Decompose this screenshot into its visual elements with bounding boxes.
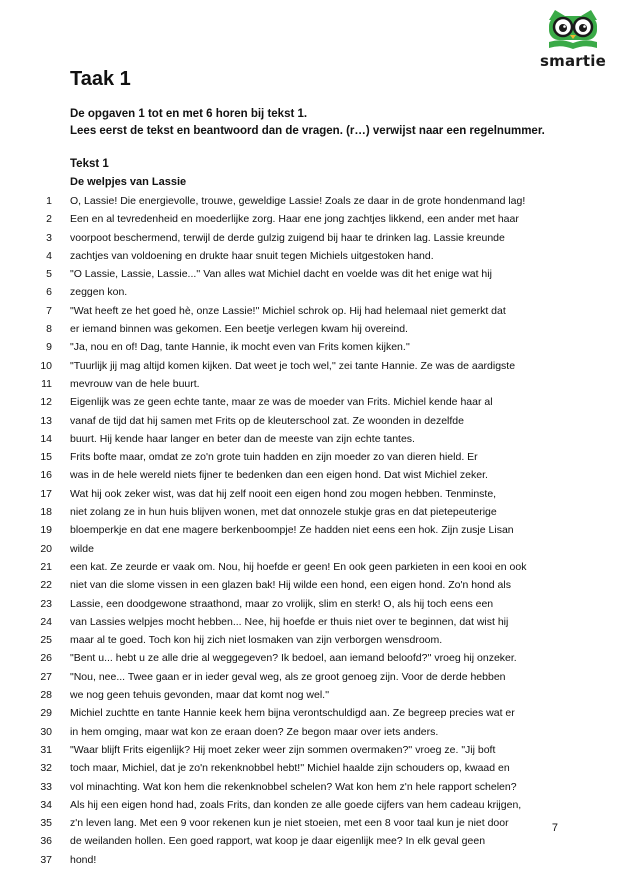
line-number: 10 [40, 359, 52, 372]
line-text: maar al te goed. Toch kon hij zich niet losmaken van zijn verborgen wensdroom. [70, 634, 443, 647]
text-line [0, 320, 618, 338]
page-number: 7 [551, 822, 558, 834]
instruction-line: De opgaven 1 tot en met 6 horen bij tekst 1. [70, 108, 308, 120]
line-number: 15 [40, 451, 52, 464]
line-text: Wat hij ook zeker wist, was dat hij zelf nooit een eigen hond zou mogen hebben. Tenminste, [70, 487, 497, 500]
line-text: zeggen kon. [70, 286, 128, 299]
line-number: 7 [46, 304, 52, 317]
text-line [0, 466, 618, 484]
line-text: "Nou, nee... Twee gaan er in ieder geval weg, als ze groot genoeg zijn. Voor de derde hebben [70, 670, 506, 683]
line-number: 5 [46, 268, 52, 281]
line-number: 11 [41, 377, 52, 390]
line-number: 36 [40, 835, 52, 848]
text-line [0, 338, 618, 356]
text-line [0, 832, 618, 850]
text-line [0, 430, 618, 448]
line-text: we nog geen tehuis gevonden, maar dat komt nog wel.'' [70, 689, 330, 702]
line-text: er iemand binnen was gekomen. Een beetje verlegen kwam hij overeind. [70, 323, 408, 336]
line-number: 13 [40, 414, 52, 427]
line-number: 21 [40, 560, 52, 573]
line-text: niet van die slome vissen in een glazen bak! Hij wilde een hond, een eigen hond. Zo'n hond als [70, 579, 511, 592]
line-text: Frits bofte maar, omdat ze zo'n grote tuin hadden en zijn moeder zo van dieren hield. Er [70, 451, 478, 464]
text-line [0, 210, 618, 228]
text-line [0, 704, 618, 722]
line-number: 25 [40, 634, 52, 647]
text-line [0, 412, 618, 430]
line-number: 37 [40, 853, 52, 866]
text-line [0, 796, 618, 814]
text-line [0, 649, 618, 667]
instruction-line: Lees eerst de tekst en beantwoord dan de vragen. (r…) verwijst naar een regelnummer. [70, 125, 545, 137]
line-number: 29 [40, 707, 52, 720]
text-line [0, 521, 618, 539]
logo-text: smartie [540, 52, 606, 70]
text-line [0, 448, 618, 466]
text-line [0, 576, 618, 594]
line-number: 16 [40, 469, 52, 482]
line-number: 35 [40, 817, 52, 830]
text-line [0, 283, 618, 301]
line-text: zachtjes van voldoening en drukte haar snuit tegen Michiels uitgestoken hand. [70, 249, 434, 262]
line-text: "Waar blijft Frits eigenlijk? Hij moet zeker weer zijn sommen overmaken?'' vroeg ze. "Jij boft [70, 743, 496, 756]
line-text: Als hij een eigen hond had, zoals Frits, dan konden ze alle goede cijfers van hem cadeau krijgen, [70, 798, 522, 811]
text-line [0, 723, 618, 741]
line-number: 3 [46, 231, 52, 244]
line-number: 34 [40, 798, 52, 811]
line-text: vol minachting. Wat kon hem die rekenknobbel schelen? Wat kon hem z'n hele rapport schelen? [70, 780, 517, 793]
line-text: buurt. Hij kende haar langer en beter dan de meeste van zijn echte tantes. [70, 432, 415, 445]
line-number: 9 [46, 341, 52, 354]
line-number: 1 [46, 195, 52, 207]
line-text: was in de hele wereld niets fijner te bedenken dan een eigen hond. Dat wist Michiel zeker. [70, 469, 488, 482]
line-number: 30 [40, 725, 52, 738]
line-number: 6 [46, 286, 52, 299]
line-number: 24 [40, 615, 52, 628]
text-line [0, 393, 618, 411]
text-label: Tekst 1 [70, 158, 109, 170]
text-line [0, 265, 618, 283]
line-number: 22 [40, 579, 52, 592]
text-line [0, 778, 618, 796]
line-text: "Tuurlijk jij mag altijd komen kijken. Dat weet je toch wel,'' zei tante Hannie. Ze was de aardigste [70, 359, 516, 372]
text-line [0, 613, 618, 631]
text-line [0, 686, 618, 704]
line-text: bloemperkje en dat ene magere berkenboompje! Ze hadden niet eens een hok. Zijn zusje Lisan [70, 524, 514, 537]
line-text: O, Lassie! Die energievolle, trouwe, geweldige Lassie! Zoals ze daar in de grote hondenmand lag! [70, 195, 526, 207]
line-text: voorpoot beschermend, terwijl de derde gulzig zuigend bij haar te drinken lag. Lassie kreunde [70, 231, 505, 244]
text-title: De welpjes van Lassie [70, 176, 187, 188]
line-number: 32 [40, 762, 52, 775]
text-line [0, 668, 618, 686]
line-number: 33 [40, 780, 52, 793]
line-text: Lassie, een doodgewone straathond, maar zo vrolijk, slim en sterk! O, als hij toch eens een [70, 597, 494, 610]
line-text: niet zolang ze in hun huis blijven wonen, met dat onnozele stukje gras en dat pietepeuterige [70, 506, 497, 519]
line-text: wilde [70, 542, 94, 555]
line-text: van Lassies welpjes mocht hebben... Nee, hij hoefde er thuis niet over te beginnen, dat wist hij [70, 615, 509, 628]
line-number: 14 [40, 432, 52, 445]
text-line [0, 229, 618, 247]
line-text: Michiel zuchtte en tante Hannie keek hem bijna verontschuldigd aan. Ze begreep precies wat er [70, 707, 515, 720]
text-line [0, 357, 618, 375]
line-text: een kat. Ze zeurde er vaak om. Nou, hij hoefde er geen! En ook geen parkieten in een kooi en ook [70, 560, 527, 573]
page-title: Taak 1 [70, 68, 131, 90]
line-number: 19 [40, 524, 52, 537]
text-line [0, 485, 618, 503]
line-text: vanaf de tijd dat hij samen met Frits op de kleuterschool zat. Ze woonden in dezelfde [70, 414, 464, 427]
text-line [0, 540, 618, 558]
line-text: z'n leven lang. Met een 9 voor rekenen kun je niet stoeien, met een 8 voor taal kun je niet door [70, 817, 509, 830]
line-text: in hem omging, maar wat kon ze eraan doen? Ze begon maar over iets anders. [70, 725, 439, 738]
line-number: 4 [46, 249, 52, 262]
line-text: Een en al tevredenheid en moederlijke zorg. Haar ene jong zachtjes likkend, een ander met haar [70, 213, 519, 226]
line-text: hond! [70, 853, 97, 866]
text-line [0, 247, 618, 265]
numbered-text [0, 192, 618, 869]
text-line [0, 741, 618, 759]
line-number: 28 [40, 689, 52, 702]
text-line [0, 302, 618, 320]
text-line [0, 192, 618, 210]
text-line [0, 814, 618, 832]
smartie-logo [535, 6, 611, 72]
line-number: 23 [40, 597, 52, 610]
line-number: 12 [40, 396, 52, 409]
line-text: Eigenlijk was ze geen echte tante, maar ze was de moeder van Frits. Michiel kende haar al [70, 396, 493, 409]
line-number: 31 [40, 743, 52, 756]
instructions [70, 106, 545, 140]
text-line [0, 558, 618, 576]
line-number: 18 [40, 506, 52, 519]
owl-icon [535, 6, 611, 52]
text-line [0, 631, 618, 649]
text-line [0, 595, 618, 613]
text-line [0, 503, 618, 521]
line-number: 17 [40, 487, 52, 500]
line-number: 26 [40, 652, 52, 665]
line-text: mevrouw van de hele buurt. [70, 377, 200, 390]
text-line [0, 375, 618, 393]
line-text: "O Lassie, Lassie, Lassie...'' Van alles wat Michiel dacht en voelde was dit het enige wat hij [70, 268, 492, 281]
line-number: 27 [40, 670, 52, 683]
line-number: 20 [40, 542, 52, 555]
line-text: "Wat heeft ze het goed hè, onze Lassie!'' Michiel schrok op. Hij had helemaal niet gemerkt dat [70, 304, 506, 317]
line-text: "Ja, nou en of! Dag, tante Hannie, ik mocht even van Frits komen kijken.'' [70, 341, 410, 354]
line-text: de weilanden hollen. Een goed rapport, wat koop je daar eigenlijk mee? In elk geval geen [70, 835, 486, 848]
line-text: toch maar, Michiel, dat je zo'n rekenknobbel hebt!'' Michiel haalde zijn schouders op, kwaad en [70, 762, 510, 775]
line-number: 2 [46, 213, 52, 226]
text-line [0, 851, 618, 869]
text-line [0, 759, 618, 777]
line-text: "Bent u... hebt u ze alle drie al weggegeven? Ik bedoel, aan iemand beloofd?'' vroeg hij onzeker. [70, 652, 517, 665]
line-number: 8 [46, 323, 52, 336]
